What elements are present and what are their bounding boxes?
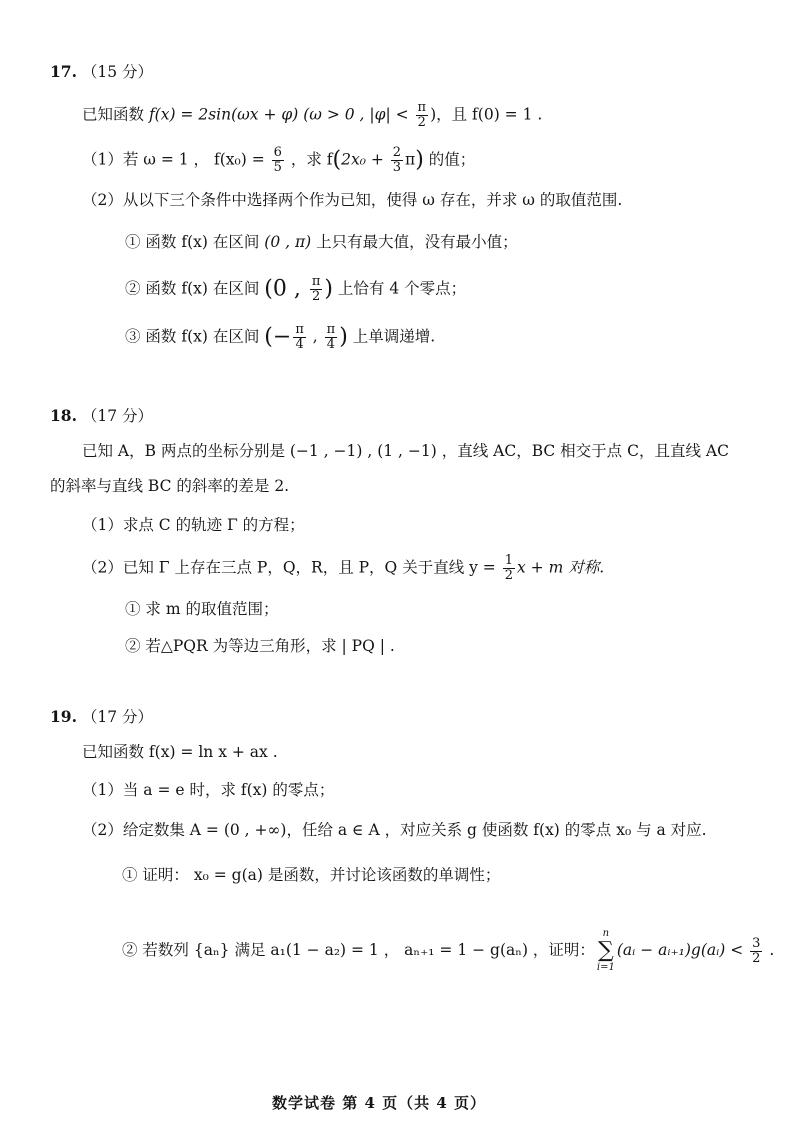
q19-subpart-1: ① 证明： x₀ = g(a) 是函数，并讨论该函数的单调性；: [122, 866, 501, 884]
q17-number: 17.: [50, 62, 77, 81]
sum-upper: n: [602, 928, 610, 939]
paren-close: ): [415, 147, 424, 173]
c3-frac1: [293, 323, 306, 352]
q18-number: 18.: [50, 406, 77, 425]
q17-part1: [82, 146, 475, 175]
q17-intro-func: f(x) = 2sin(ωx + φ): [148, 105, 299, 124]
c3-close: ): [339, 324, 348, 350]
q19-score: （17 分）: [81, 708, 154, 726]
frac-num: 1: [504, 553, 514, 568]
frac-den: 2: [311, 289, 321, 304]
q17-p1-inner: 2x₀ +: [341, 150, 389, 169]
frac-den: 2: [504, 568, 514, 583]
frac-den: 2: [752, 950, 761, 966]
c2-close: ): [324, 276, 333, 302]
paren-open: (: [332, 147, 342, 173]
c2-suffix: 上恰有 4 个零点；: [332, 279, 467, 298]
c1-suffix: 上只有最大值，没有最小值；: [311, 233, 518, 251]
frac-num: π: [326, 322, 336, 337]
q19-s2-end: .: [764, 941, 775, 959]
c3-open: (−: [264, 324, 292, 350]
q18-part1: （1）求点 C 的轨迹 Γ 的方程；: [82, 516, 305, 534]
q18-intro-line2: 的斜率与直线 BC 的斜率的差是 2.: [50, 477, 290, 495]
c3-suffix: 上单调递增.: [347, 327, 436, 346]
q18-header: [50, 404, 153, 428]
q19-intro: 已知函数 f(x) = ln x + ax .: [82, 743, 278, 761]
q17-score: （15 分）: [81, 63, 154, 81]
q18-p2-frac: [503, 554, 515, 583]
frac-den: 2: [417, 115, 426, 130]
c2-open: (0 ,: [264, 276, 308, 302]
q17-p1-mid: ，求 f: [285, 150, 333, 169]
q18-intro-line1: 已知 A，B 两点的坐标分别是 (−1 , −1) , (1 , −1) ，直线 AC，BC 相交于点 C，且直线 AC: [82, 442, 729, 460]
q17-condition-3: [125, 323, 435, 352]
frac-num: π: [295, 322, 304, 337]
q19-s2-expr: (aᵢ − aᵢ₊₁)g(aᵢ) <: [616, 941, 749, 959]
frac-den: 4: [326, 337, 336, 352]
frac-num: π: [311, 274, 321, 289]
c3-frac2: [325, 323, 338, 352]
frac-num: π: [417, 100, 427, 115]
q17-intro: [82, 101, 542, 130]
c3-prefix: ③ 函数 f(x) 在区间: [125, 327, 265, 346]
c1-prefix: ① 函数 f(x) 在区间: [125, 233, 265, 251]
q18-subpart-2: ② 若△PQR 为等边三角形，求 | PQ | .: [125, 637, 395, 655]
frac-den: 3: [392, 160, 402, 175]
q17-part2: （2）从以下三个条件中选择两个作为已知，使得 ω 存在，并求 ω 的取值范围.: [82, 191, 623, 209]
q19-s2-frac: [750, 937, 762, 966]
q18-subpart-1: ① 求 m 的取值范围；: [125, 600, 279, 618]
c3-comma: ,: [307, 327, 323, 346]
summation-symbol: [597, 928, 615, 974]
frac-num: 3: [752, 935, 761, 951]
q17-p1-suffix: 的值；: [423, 150, 476, 169]
q17-intro-suffix: )，且 f(0) = 1 .: [430, 105, 543, 124]
sigma: ∑: [598, 938, 614, 963]
q17-condition-2: [125, 275, 466, 304]
q19-header: [50, 705, 153, 729]
frac-num: 2: [392, 145, 402, 160]
page-footer: 数学试卷 第 4 页（共 4 页）: [272, 1094, 486, 1112]
q17-p1-frac: [272, 146, 284, 175]
q18-p2-prefix: （2）已知 Γ 上存在三点 P，Q，R，且 P，Q 关于直线 y =: [82, 558, 501, 577]
q17-p1-inner-frac: [391, 146, 403, 175]
q18-score: （17 分）: [81, 407, 154, 425]
q19-number: 19.: [50, 707, 77, 726]
frac-den: 4: [295, 337, 304, 352]
q19-part1: （1）当 a = e 时，求 f(x) 的零点；: [82, 781, 335, 799]
c2-frac: [310, 275, 323, 304]
q17-intro-frac: [416, 101, 429, 130]
q19-part2: （2）给定数集 A = (0 , +∞)，任给 a ∈ A ，对应关系 g 使函数 f(x) 的零点 x₀ 与 a 对应.: [82, 821, 707, 839]
q17-header: [50, 60, 153, 84]
c1-interval: (0 , π): [264, 233, 312, 251]
c2-prefix: ② 函数 f(x) 在区间: [125, 279, 265, 298]
frac-den: 5: [273, 160, 282, 175]
frac-num: 6: [273, 145, 282, 160]
q19-s2-prefix: ② 若数列 {aₙ} 满足 a₁(1 − a₂) = 1 ， aₙ₊₁ = 1 − g(aₙ) ，证明：: [122, 941, 595, 959]
sum-lower: i=1: [596, 962, 615, 973]
q17-intro-cond: (ω > 0 , |φ| <: [298, 105, 414, 124]
q17-condition-1: [125, 230, 518, 254]
q17-intro-prefix: 已知函数: [82, 105, 149, 124]
q18-p2-suffix: x + m 对称.: [517, 558, 605, 577]
q19-subpart-2: [122, 928, 774, 974]
q18-part2: [82, 554, 604, 583]
q17-p1-prefix: （1）若 ω = 1 ， f(x₀) =: [82, 150, 270, 169]
q17-p1-inner-after: π: [405, 150, 416, 169]
